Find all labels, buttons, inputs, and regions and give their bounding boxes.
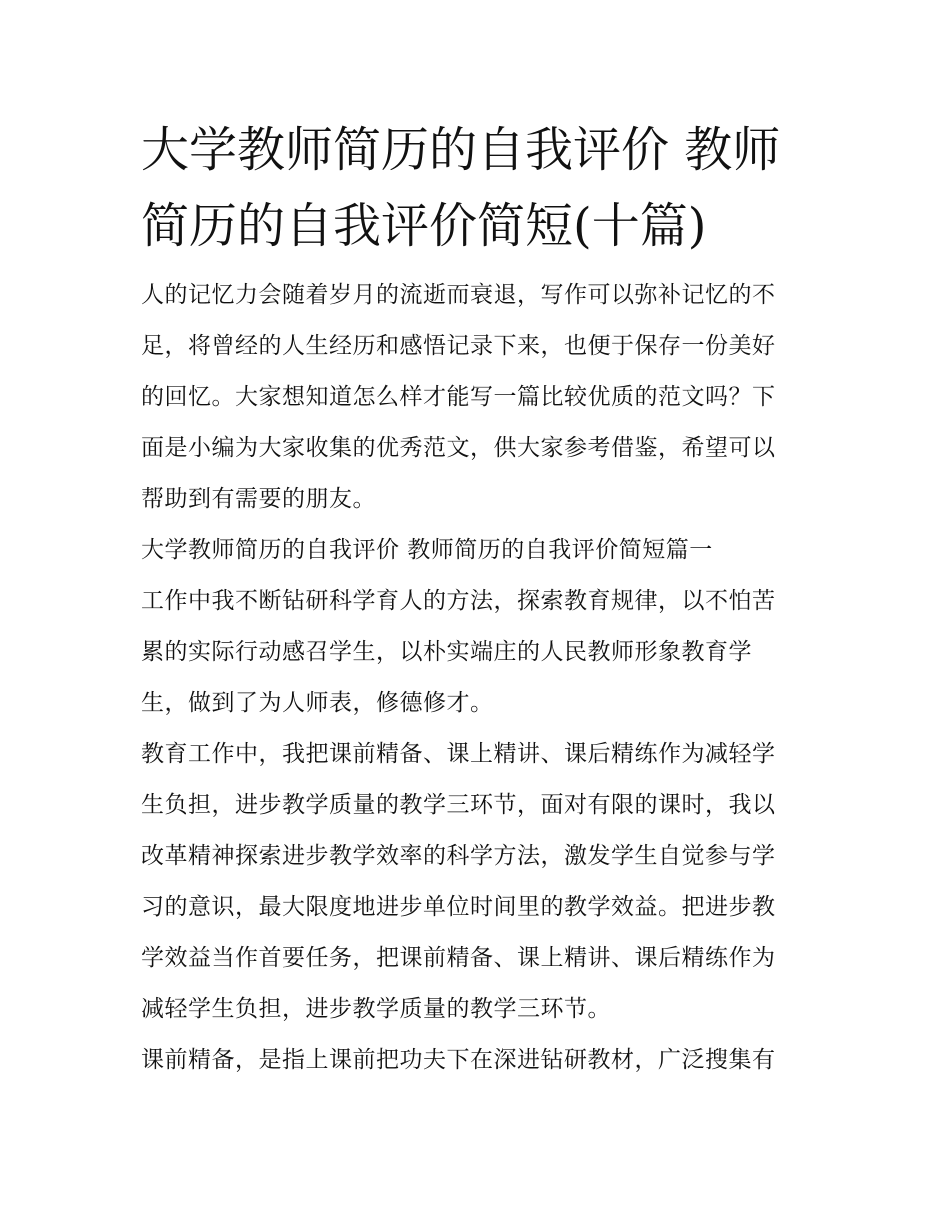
document-body (141, 270, 813, 1086)
body-line: 学效益当作首要任务，把课前精备、课上精讲、课后精练作为 (141, 945, 776, 971)
body-line: 面是小编为大家收集的优秀范文，供大家参考借鉴，希望可以 (141, 435, 776, 461)
body-line: 课前精备，是指上课前把功夫下在深进钻研教材，广泛搜集有 (141, 1047, 776, 1073)
section-heading: 大学教师简历的自我评价 教师简历的自我评价简短篇一 (141, 537, 713, 563)
body-line: 的回忆。大家想知道怎么样才能写一篇比较优质的范文吗？下 (141, 384, 776, 410)
body-line: 生，做到了为人师表，修德修才。 (141, 690, 494, 716)
body-line: 累的实际行动感召学生，以朴实端庄的人民教师形象教育学 (141, 639, 752, 665)
body-line: 生负担，进步教学质量的教学三环节，面对有限的课时，我以 (141, 792, 776, 818)
title-line: 大学教师简历的自我评价 教师 (141, 122, 781, 178)
title-line: 简历的自我评价简短(十篇) (141, 198, 707, 254)
body-line: 教育工作中，我把课前精备、课上精讲、课后精练作为减轻学 (141, 741, 776, 767)
body-line: 工作中我不断钻研科学育人的方法，探索教育规律，以不怕苦 (141, 588, 776, 614)
body-line: 帮助到有需要的朋友。 (141, 486, 376, 512)
body-line: 人的记忆力会随着岁月的流逝而衰退，写作可以弥补记忆的不 (141, 282, 776, 308)
body-line: 减轻学生负担，进步教学质量的教学三环节。 (141, 996, 611, 1022)
body-line: 改革精神探索进步教学效率的科学方法，激发学生自觉参与学 (141, 843, 776, 869)
body-line: 足，将曾经的人生经历和感悟记录下来，也便于保存一份美好 (141, 333, 776, 359)
document-content (141, 112, 813, 1086)
document-title (141, 112, 813, 264)
body-line: 习的意识，最大限度地进步单位时间里的教学效益。把进步教 (141, 894, 776, 920)
